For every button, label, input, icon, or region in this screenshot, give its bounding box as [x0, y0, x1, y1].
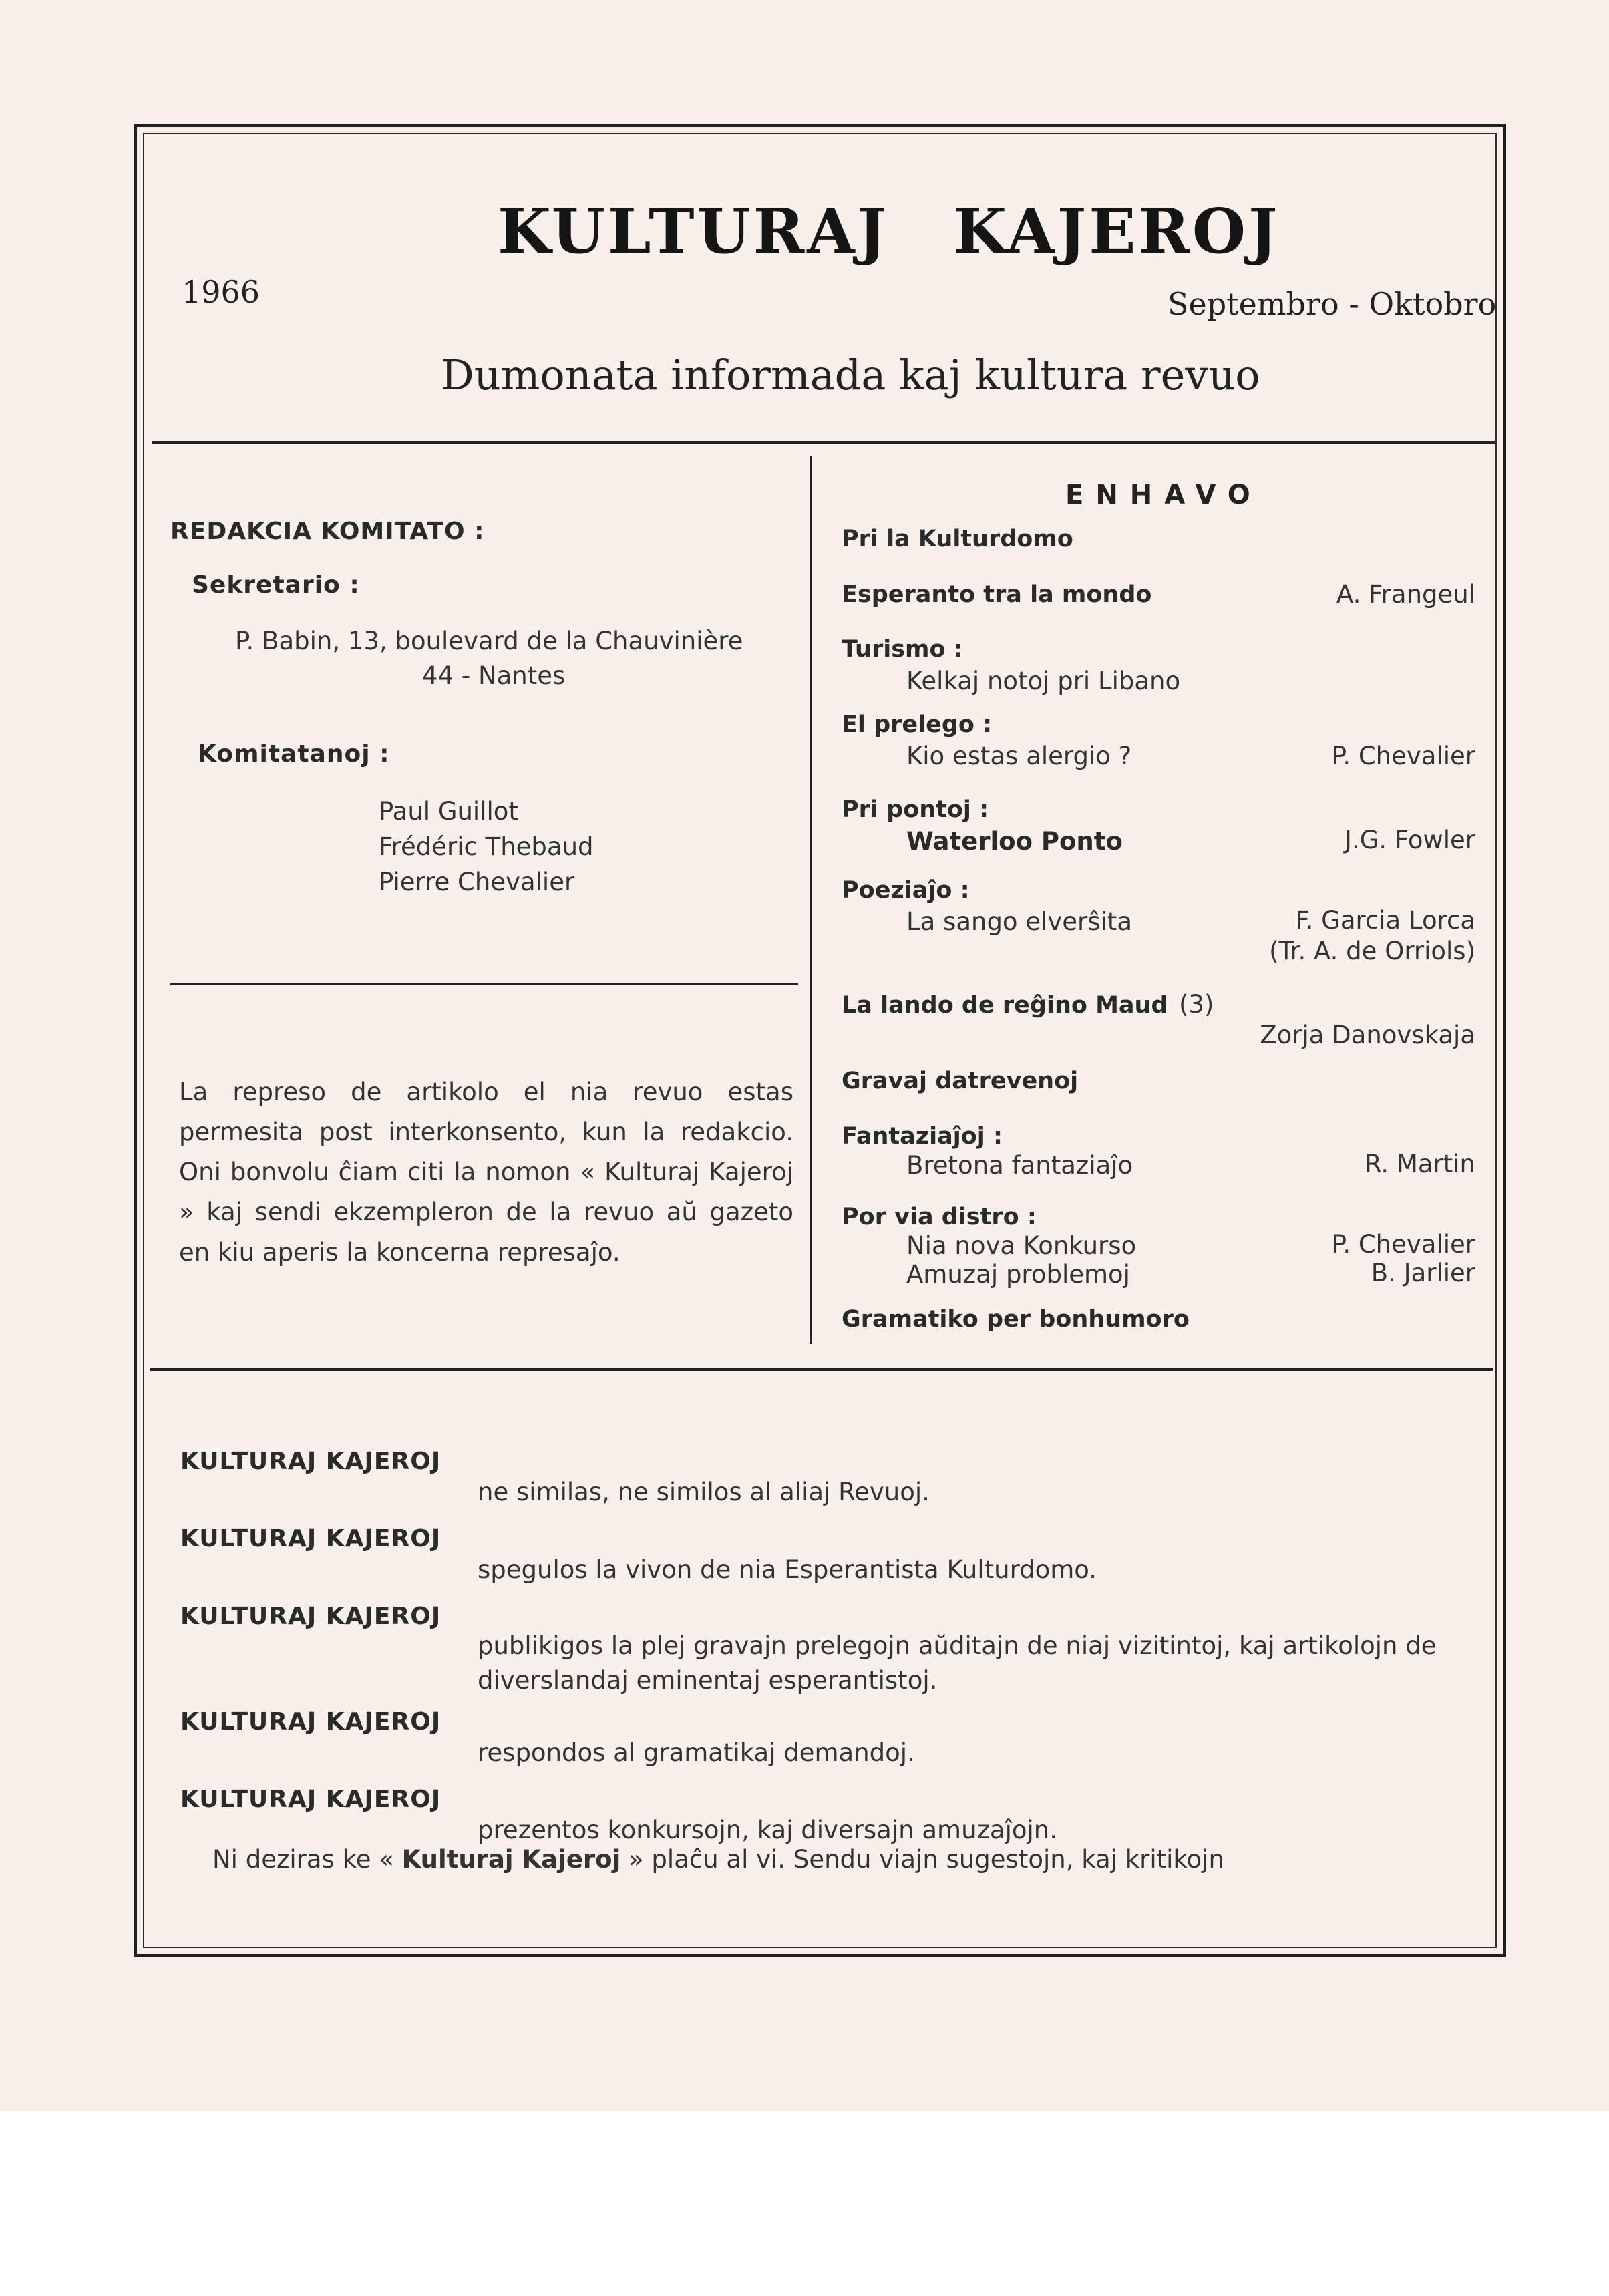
promo-closing [212, 1845, 1224, 1874]
contents-section: Gravaj datrevenoj [842, 1068, 1079, 1094]
contents-title: Waterloo Ponto [906, 827, 1123, 856]
reprint-note: La represo de artikolo el nia revuo estas permesita post interkonsento, kun la redakcio. Oni bonvolu ĉiam citi la nomon « Kulturaj Kajeroj » kaj sendi ekzempleron de la revuo aŭ gazeto en kiu aperis la koncerna represaĵo. [179, 1078, 793, 1267]
committee-member: Pierre Chevalier [379, 868, 575, 896]
secretary-address-line-1: P. Babin, 13, boulevard de la Chauvinière [235, 627, 743, 655]
secretary-address-line-2: 44 - Nantes [422, 661, 566, 690]
promo-label: KULTURAJ KAJEROJ [180, 1708, 441, 1736]
contents-title: Kelkaj notoj pri Libano [906, 667, 1181, 695]
contents-author: R. Martin [1365, 1150, 1475, 1178]
magazine-subtitle: Dumonata informada kaj kultura revuo [441, 351, 1260, 399]
promo-label: KULTURAJ KAJEROJ [180, 1525, 441, 1552]
promo-line: publikigos la plej gravajn prelegojn aŭditajn de niaj vizitintoj, kaj artikolojn de diverslandaj eminentaj esperantistoj. [478, 1631, 1437, 1695]
promo-label: KULTURAJ KAJEROJ [180, 1448, 441, 1475]
contents-section: Pri pontoj : [842, 796, 989, 823]
promo-line: spegulos la vivon de nia Esperantista Kulturdomo. [478, 1555, 1097, 1584]
secretary-label: Sekretario : [192, 571, 360, 599]
contents-section: Pri la Kulturdomo [842, 526, 1073, 552]
contents-title: Amuzaj problemoj [906, 1260, 1130, 1289]
contents-title: La sango elverŝita [906, 907, 1132, 936]
promo-closing-start: Ni deziras ke « [212, 1845, 394, 1874]
committee-divider [170, 983, 798, 985]
contents-title: Nia nova Konkurso [906, 1231, 1137, 1260]
contents-author: A. Frangeul [1336, 580, 1475, 609]
contents-author: Zorja Danovskaja [1260, 1021, 1475, 1049]
magazine-title: KULTURAJ KAJEROJ [498, 195, 1280, 267]
contents-section: Poeziaĵo : [842, 877, 970, 904]
promo-closing-end: » plaĉu al vi. Sendu viajn sugestojn, kaj kritikojn [629, 1845, 1224, 1874]
column-divider [810, 456, 812, 1344]
promo-line: ne similas, ne similos al aliaj Revuoj. [478, 1478, 930, 1506]
committee-member: Frédéric Thebaud [379, 832, 594, 861]
members-label: Komitatanoj : [198, 740, 390, 768]
contents-title: Kio estas alergio ? [906, 742, 1132, 770]
contents-section: El prelego : [842, 711, 993, 738]
promo-label: KULTURAJ KAJEROJ [180, 1786, 441, 1813]
contents-author: F. Garcia Lorca [1295, 906, 1475, 935]
contents-section: La lando de reĝino Maud [842, 992, 1168, 1019]
issue-year: 1966 [182, 274, 260, 310]
contents-author: P. Chevalier [1331, 1230, 1475, 1259]
masthead-divider [152, 441, 1495, 444]
promo-label: KULTURAJ KAJEROJ [180, 1603, 441, 1630]
promo-line: respondos al gramatikaj demandoj. [478, 1738, 915, 1767]
contents-section: Turismo : [842, 636, 963, 663]
committee-heading: REDAKCIA KOMITATO : [170, 518, 485, 545]
promo-line: prezentos konkursojn, kaj diversajn amuzaĵojn. [478, 1816, 1058, 1844]
contents-section: Por via distro : [842, 1204, 1037, 1231]
contents-author: P. Chevalier [1331, 742, 1475, 770]
contents-heading: ENHAVO [1065, 480, 1262, 510]
contents-author: B. Jarlier [1371, 1259, 1475, 1287]
contents-translator: (Tr. A. de Orriols) [1269, 937, 1475, 965]
contents-section: Esperanto tra la mondo [842, 581, 1152, 608]
issue-months: Septembro - Oktobro [1168, 286, 1497, 322]
contents-section: Fantaziaĵoj : [842, 1123, 1003, 1150]
contents-title: Bretona fantaziaĵo [906, 1151, 1133, 1180]
committee-member: Paul Guillot [379, 797, 518, 826]
contents-author: J.G. Fowler [1345, 826, 1475, 854]
contents-section: Gramatiko per bonhumoro [842, 1306, 1190, 1333]
contents-divider [150, 1368, 1493, 1371]
promo-closing-name: Kulturaj Kajeroj [401, 1845, 621, 1874]
contents-part-number: (3) [1179, 990, 1214, 1019]
